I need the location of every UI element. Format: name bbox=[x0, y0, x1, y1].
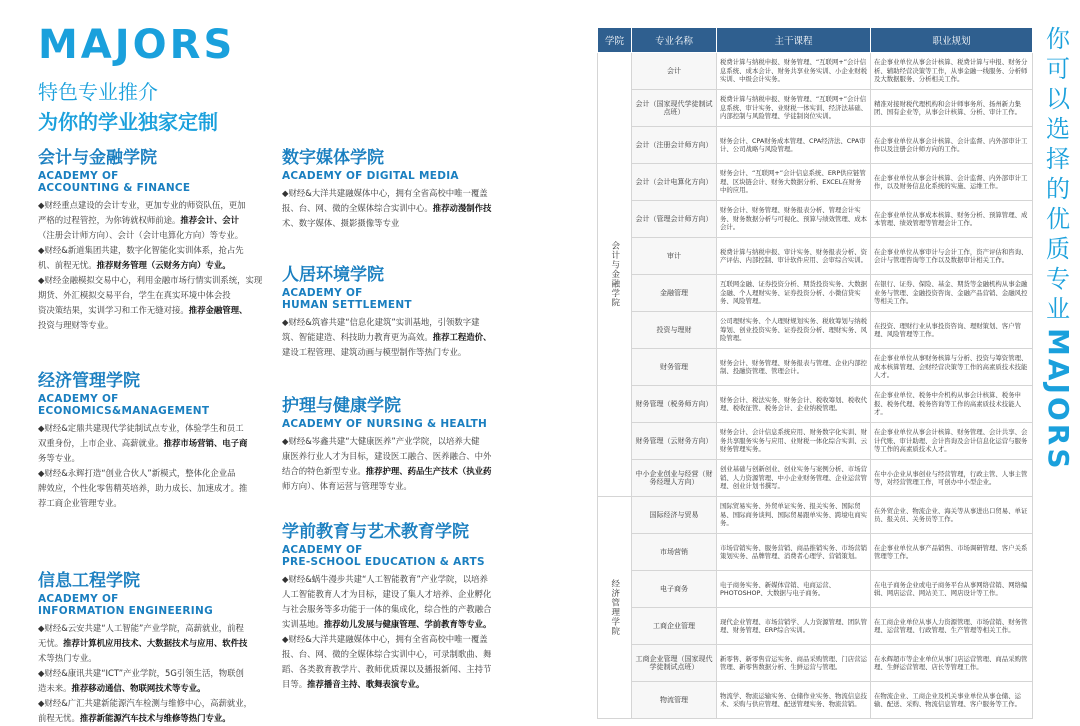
description-line: ◆财经&筑睿共建“信息化建筑”实训基地，引领数字建 bbox=[282, 317, 480, 327]
school-name-en: ACADEMY OF NURSING & HEALTH bbox=[282, 418, 488, 430]
subtitle-featured: 特色专业推介 bbox=[38, 80, 158, 104]
school-name-en: INFORMATION ENGINEERING bbox=[38, 605, 213, 617]
courses-cell: 财务会计、财务管理、财务报表与管理、企业内部控制、投融资管理、管理会计。 bbox=[717, 349, 871, 386]
right-column-schools bbox=[282, 148, 502, 692]
career-cell: 在中小企业从事创业与经营管理，行政主管、人事主管等，对经营管理工作，可创办中小型企业。 bbox=[871, 460, 1033, 497]
major-cell: 金融管理 bbox=[632, 275, 717, 312]
vertical-slogan bbox=[1040, 24, 1076, 471]
recommendation-text: 推荐会计、会计 bbox=[180, 215, 239, 225]
description-line: ◆财经&蜗牛漫步共建“人工智能教育”产业学院，以培养 bbox=[282, 574, 488, 584]
school-name-en: ACADEMY OF bbox=[38, 170, 119, 182]
header-career: 职业规划 bbox=[871, 28, 1033, 53]
school-description bbox=[282, 186, 502, 231]
table-row bbox=[598, 238, 1033, 275]
major-cell: 财务管理（云财务方向） bbox=[632, 423, 717, 460]
table-row bbox=[598, 682, 1033, 719]
description-line: 前程无忧。推荐新能源汽车技术与维修等热门专业。 bbox=[38, 713, 231, 723]
school-name-zh: 人居环境学院 bbox=[282, 265, 384, 285]
recommendation-text: 推荐护理、药品生产技术（执业药 bbox=[365, 466, 492, 476]
career-cell: 在永辉超市等企业单位从事门店运营管理、商品采购管理、生鲜运营管理、店长等管理工作。 bbox=[871, 645, 1033, 682]
description-line: 与社会服务等多功能于一体的集成化，综合性的产教融合 bbox=[282, 604, 492, 614]
description-line: ◆财经重点建设的会计专业，更加专业的师资队伍，更加 bbox=[38, 200, 246, 210]
courses-cell: 税费计算与纳税申报、财务管理、“互联网+”会计信息系统、审计实务、业财税一体实训、经济法基础、内部控制与风险管理、学徒制岗位实训。 bbox=[717, 90, 871, 127]
description-line: 严格的过程管控，为你铸就权师前途。推荐会计、会计 bbox=[38, 215, 239, 225]
major-cell: 会计（会计电算化方向） bbox=[632, 164, 717, 201]
major-cell: 国际经济与贸易 bbox=[632, 497, 717, 534]
career-cell: 在企事业单位从事产品销售、市场调研管理、客户关系管理等工作。 bbox=[871, 534, 1033, 571]
school-block bbox=[282, 522, 502, 692]
courses-cell: 物流学、物流运输实务、仓储作业实务、物流信息技术、采购与供应管理、配送管理实务、物流营销。 bbox=[717, 682, 871, 719]
major-cell: 工商企业管理 bbox=[632, 608, 717, 645]
courses-cell: 市场营销实务、服务营销、商品推销实务、市场营销策划实务、品牌管理、消费者心理学、营销策划。 bbox=[717, 534, 871, 571]
slogan-char: 业 bbox=[1046, 295, 1070, 323]
career-cell: 在企事业单位从事会计核算、税费计算与申报、财务分析、辅助经营决策等工作，从事金融一线服务、分析师及大数据服务、分析相关工作。 bbox=[871, 53, 1033, 90]
description-line: 结合的特色新型专业。推荐护理、药品生产技术（执业药 bbox=[282, 466, 492, 476]
career-cell: 在企事业单位从事会计核算、会计监督、内外部审计工作以及注册会计师方向的工作。 bbox=[871, 127, 1033, 164]
table-row bbox=[598, 497, 1033, 534]
table-row bbox=[598, 275, 1033, 312]
description-line: 实训基地。推荐幼儿发展与健康管理、学前教育等专业。 bbox=[282, 619, 492, 629]
career-cell: 在企事业单位从事财务核算与分析、投资与筹资管理、成本核算管理、会财经营决策等工作的高素质技术技能人才。 bbox=[871, 349, 1033, 386]
school-description bbox=[282, 434, 502, 494]
school-description bbox=[38, 621, 268, 726]
career-cell: 在企事业单位从事会计核算、会计监督、内外部审计工作，以及财务信息化系统的实施、运维工作。 bbox=[871, 164, 1033, 201]
college-cell: 会计与金融学院 bbox=[598, 53, 632, 497]
description-line: 筑、智能建造、科技助力教育更为高效。推荐工程造价、 bbox=[282, 332, 492, 342]
description-line: 务等专业。 bbox=[38, 453, 80, 463]
courses-cell: 互联网金融、证券投资分析、期货投资实务、大数据金融、个人理财实务、证券投资分析、小微信贷实务、风险管理。 bbox=[717, 275, 871, 312]
courses-cell: 财务会计、会计信息系统应用、财务数字化实训、财务共享服务实务与应用、业财税一体化综合实训、云财务管理实务。 bbox=[717, 423, 871, 460]
major-cell: 财务管理（税务师方向） bbox=[632, 386, 717, 423]
courses-cell: 财务会计、财务管理、财务报表分析、管理会计实务、财务数据分析与可视化、预算与绩效管理、成本会计。 bbox=[717, 201, 871, 238]
table-row bbox=[598, 53, 1033, 90]
courses-cell: 新零售、新零售营运实务、商品采购管理、门店营运管理、新零售数据分析、生鲜运营与管理。 bbox=[717, 645, 871, 682]
description-line: ◆财经&云安共建“人工智能”产业学院，高薪就业，前程 bbox=[38, 623, 244, 633]
description-line: 资决策结果，实训学习和工作无缝对接。推荐金融管理、 bbox=[38, 305, 248, 315]
majors-heading: MAJORS bbox=[38, 22, 236, 68]
description-line: ◆财经&康讯共建“ICT”产业学院，5G引领生活，物联创 bbox=[38, 668, 244, 678]
school-name-en: ACADEMY OF DIGITAL MEDIA bbox=[282, 170, 459, 182]
school-name-en: ACADEMY OF bbox=[282, 544, 363, 556]
school-name-en: ACADEMY OF bbox=[282, 287, 363, 299]
school-name-zh: 会计与金融学院 bbox=[38, 148, 157, 168]
school-description bbox=[282, 315, 502, 360]
description-line: 投资与理财等专业。 bbox=[38, 320, 114, 330]
school-block bbox=[282, 148, 502, 231]
courses-cell: 创业基础与创新创业、创业实务与案例分析、市场营销、人力资源管理、中小企业财务管理、企业运营管理、创业计划书撰写。 bbox=[717, 460, 871, 497]
left-column-schools bbox=[38, 148, 268, 726]
courses-cell: 财务会计、税法实务、财务会计、税收筹划、税收代理、税收征管、税务会计、企业纳税管理。 bbox=[717, 386, 871, 423]
table-row bbox=[598, 127, 1033, 164]
school-name-zh: 数字媒体学院 bbox=[282, 148, 384, 168]
college-cell: 经济管理学院 bbox=[598, 497, 632, 719]
school-block bbox=[38, 148, 268, 333]
school-name-en: ACCOUNTING & FINANCE bbox=[38, 182, 191, 194]
career-cell: 精准对接财税代理机构和会计师事务所、扬州新力集团、国有企业等，从事会计核算、分析、审计工作。 bbox=[871, 90, 1033, 127]
recommendation-text: 推荐计算机应用技术、大数据技术与应用、软件技 bbox=[63, 638, 248, 648]
recommendation-text: 推荐金融管理、 bbox=[188, 305, 248, 315]
career-cell: 在电子商务企业或电子商务平台从事网络营销、网络编辑、网店运营、网站美工、网店设计等工作。 bbox=[871, 571, 1033, 608]
description-line: ◆财经&广汇共建新能源汽车检测与维修中心，高薪就业， bbox=[38, 698, 252, 708]
description-line: 双重身份，上市企业、高薪就业。推荐市场营销、电子商 bbox=[38, 438, 248, 448]
description-line: 机、前程无忧。推荐财务管理（云财务方向）专业。 bbox=[38, 260, 231, 270]
major-cell: 物流管理 bbox=[632, 682, 717, 719]
school-name-zh: 信息工程学院 bbox=[38, 571, 140, 591]
subtitle-tailored: 为你的学业独家定制 bbox=[38, 110, 218, 134]
school-description bbox=[282, 572, 502, 692]
description-line: 无忧。推荐计算机应用技术、大数据技术与应用、软件技 bbox=[38, 638, 248, 648]
description-line: 报、台、网、微的全媒体综合实训中心，可录制歌曲、舞 bbox=[282, 649, 492, 659]
recommendation-text: 推荐移动通信、物联网技术等专业。 bbox=[71, 683, 206, 693]
header-college: 学院 bbox=[598, 28, 632, 53]
slogan-char: 以 bbox=[1046, 85, 1070, 113]
table-row bbox=[598, 164, 1033, 201]
major-cell: 会计（管理会计师方向） bbox=[632, 201, 717, 238]
school-name-en: ACADEMY OF bbox=[38, 593, 119, 605]
description-line: 目等。推荐播音主持、歌舞表演专业。 bbox=[282, 679, 425, 689]
table-row bbox=[598, 386, 1033, 423]
recommendation-text: 推荐动漫制作技 bbox=[432, 203, 492, 213]
major-cell: 市场营销 bbox=[632, 534, 717, 571]
description-line: 牌效应，个性化零售精英培养，助力成长、加速成才。推 bbox=[38, 483, 248, 493]
vertical-slogan-zh bbox=[1040, 24, 1076, 324]
career-cell: 在企事业单位从事成本核算、财务分析、预算管理、成本管理、绩效管理等管理会计工作。 bbox=[871, 201, 1033, 238]
slogan-char: 选 bbox=[1046, 115, 1070, 143]
career-cell: 在银行、证券、保险、基金、期货等金融机构从事金融业务与管理、金融投资咨询、金融产品营销、金融风控等相关工作。 bbox=[871, 275, 1033, 312]
table-row bbox=[598, 645, 1033, 682]
major-cell: 投资与理财 bbox=[632, 312, 717, 349]
school-block bbox=[38, 371, 268, 511]
recommendation-text: 推荐幼儿发展与健康管理、学前教育等专业。 bbox=[323, 619, 492, 629]
career-cell: 在投资、理财行业从事投资咨询、理财策划、客户管理、风险管理等工作。 bbox=[871, 312, 1033, 349]
vertical-slogan-en: MAJORS bbox=[1042, 328, 1075, 472]
slogan-char: 专 bbox=[1046, 265, 1070, 293]
slogan-char: 的 bbox=[1046, 175, 1070, 203]
majors-table bbox=[597, 27, 1033, 719]
recommendation-text: 推荐市场营销、电子商 bbox=[163, 438, 248, 448]
courses-cell: 电子商务实务、新媒体营销、电商运营、PHOTOSHOP、大数据与电子商务。 bbox=[717, 571, 871, 608]
description-line: ◆财经&大洋共建融媒体中心，拥有全省高校中唯一覆盖 bbox=[282, 634, 488, 644]
school-name-zh: 学前教育与艺术教育学院 bbox=[282, 522, 469, 542]
table-row bbox=[598, 571, 1033, 608]
table-row bbox=[598, 460, 1033, 497]
description-line: 康医养行业人才为目标，建设医工融合、医养融合、中外 bbox=[282, 451, 492, 461]
major-cell: 中小企业创业与经营（财务经理人方向） bbox=[632, 460, 717, 497]
description-line: ◆财经&定鼎共建现代学徒制试点专业，体验学生和员工 bbox=[38, 423, 244, 433]
career-cell: 在工商企业单位从事人力资源管理、市场营销、财务管理、运营管理、行政管理、生产管理等相关工作。 bbox=[871, 608, 1033, 645]
slogan-char: 可 bbox=[1046, 55, 1070, 83]
header-major: 专业名称 bbox=[632, 28, 717, 53]
major-cell: 会计（注册会计师方向） bbox=[632, 127, 717, 164]
description-line: 建设工程管理、建筑动画与模型制作等热门专业。 bbox=[282, 347, 467, 357]
school-description bbox=[38, 421, 268, 511]
description-line: 术等热门专业。 bbox=[38, 653, 97, 663]
major-cell: 电子商务 bbox=[632, 571, 717, 608]
recommendation-text: 推荐播音主持、歌舞表演专业。 bbox=[307, 679, 425, 689]
career-cell: 在企事业单位、税务中介机构从事会计核算、税务申报、税务代理、税务咨询等工作的高素质技术技能人才。 bbox=[871, 386, 1033, 423]
description-line: ◆财经金融模拟交易中心，利用金融市场行情实训系统，实现 bbox=[38, 275, 263, 285]
description-line: 造未来。推荐移动通信、物联网技术等专业。 bbox=[38, 683, 206, 693]
major-cell: 会计（国家现代学徒制试点班） bbox=[632, 90, 717, 127]
description-line: （注册会计师方向）、会计（会计电算化方向）等专业。 bbox=[38, 230, 244, 240]
courses-cell: 财务会计、“互联网+”会计信息系统、ERP供应链管理、区块链会计、财务大数据分析、EXCEL在财务中的应用。 bbox=[717, 164, 871, 201]
description-line: 期货、外汇模拟交易平台，学生在真实环境中体会投 bbox=[38, 290, 231, 300]
school-name-en: ECONOMICS&MANAGEMENT bbox=[38, 405, 210, 417]
major-cell: 审计 bbox=[632, 238, 717, 275]
table-row bbox=[598, 312, 1033, 349]
description-line: ◆财经&岑鑫共建“大健康医养”产业学院，以培养大健 bbox=[282, 436, 480, 446]
school-name-zh: 护理与健康学院 bbox=[282, 396, 401, 416]
table-row bbox=[598, 90, 1033, 127]
recommendation-text: 推荐工程造价、 bbox=[432, 332, 492, 342]
table-body bbox=[598, 53, 1033, 719]
major-cell: 会计 bbox=[632, 53, 717, 90]
courses-cell: 税费计算与纳税申报、审计实务、财务报表分析、资产评估、内部控制、审计软件应用、会审综合实训。 bbox=[717, 238, 871, 275]
slogan-char: 优 bbox=[1046, 205, 1070, 233]
slogan-char: 质 bbox=[1046, 235, 1070, 263]
table-header-row bbox=[598, 28, 1033, 53]
slogan-char: 择 bbox=[1046, 145, 1070, 173]
description-line: 人工智能教育人才为目标，建设了集人才培养、企业孵化 bbox=[282, 589, 492, 599]
table-row bbox=[598, 349, 1033, 386]
description-line: 报、台、网、微的全媒体综合实训中心。推荐动漫制作技 bbox=[282, 203, 492, 213]
table-row bbox=[598, 423, 1033, 460]
description-line: ◆财经&大洋共建融媒体中心，拥有全省高校中唯一覆盖 bbox=[282, 188, 488, 198]
major-cell: 财务管理 bbox=[632, 349, 717, 386]
school-name-zh: 经济管理学院 bbox=[38, 371, 140, 391]
school-block bbox=[282, 396, 502, 494]
courses-cell: 公司理财实务、个人理财规划实务、税收筹划与纳税筹划、创业投资实务、证券投资分析、理财实务、风险管理。 bbox=[717, 312, 871, 349]
school-name-en: PRE-SCHOOL EDUCATION & ARTS bbox=[282, 556, 485, 568]
school-name-en: ACADEMY OF bbox=[38, 393, 119, 405]
table-row bbox=[598, 201, 1033, 238]
career-cell: 在外贸企业、物流企业、海关等从事进出口贸易、单证员、报关员、关务员等工作。 bbox=[871, 497, 1033, 534]
school-block bbox=[38, 571, 268, 726]
career-cell: 在物流企业、工商企业及机关事业单位从事仓储、运输、配送、采购、物流信息管理、客户服务等工作。 bbox=[871, 682, 1033, 719]
slogan-char: 你 bbox=[1046, 25, 1070, 53]
description-line: ◆财经&新道集团共建，数字化智能化实训体系，抢占先 bbox=[38, 245, 244, 255]
description-line: 师方向）、体育运营与管理等专业。 bbox=[282, 481, 412, 491]
table-row bbox=[598, 534, 1033, 571]
courses-cell: 财务会计、CPA财务成本管理、CPA经济法、CPA审计、公司战略与风险管理。 bbox=[717, 127, 871, 164]
courses-cell: 税费计算与纳税申报、财务管理、“互联网+”会计信息系统、成本会计、财务共享业务实训、小企业财税实训、中级会计实务。 bbox=[717, 53, 871, 90]
school-block bbox=[282, 265, 502, 360]
header-courses: 主干课程 bbox=[717, 28, 871, 53]
description-line: 荐工商企业管理专业。 bbox=[38, 498, 122, 508]
table-row bbox=[598, 608, 1033, 645]
description-line: ◆财经&永辉打造“创业合伙人”新模式，整体化企业品 bbox=[38, 468, 236, 478]
school-description bbox=[38, 198, 268, 333]
career-cell: 在企事业单位从事会计核算、财务管理、会计共享、会计代账、审计助理、会计咨询及会计信息化运营与服务等工作的高素质技术人才。 bbox=[871, 423, 1033, 460]
major-cell: 工商企业管理（国家现代学徒制试点班） bbox=[632, 645, 717, 682]
recommendation-text: 推荐新能源汽车技术与维修等热门专业。 bbox=[79, 713, 231, 723]
career-cell: 在企事业单位从事审计与会计工作，资产评估和咨询、会计与管理咨询等工作以及数据审计相关工作。 bbox=[871, 238, 1033, 275]
school-name-en: HUMAN SETTLEMENT bbox=[282, 299, 412, 311]
courses-cell: 现代企业管理、市场营销学、人力资源管理、团队管理、财务管理、ERP综合实训。 bbox=[717, 608, 871, 645]
majors-table-panel bbox=[597, 27, 1032, 719]
description-line: 蹈、各类教育教学片、教师优质课以及播报新闻、主持节 bbox=[282, 664, 492, 674]
description-line: 术、数字媒体、摄影摄像等专业 bbox=[282, 218, 400, 228]
courses-cell: 国际贸易实务、外贸单证实务、报关实务、国际贸易、国际商务谈判、国际贸易跟单实务、跨境电商实务。 bbox=[717, 497, 871, 534]
recommendation-text: 推荐财务管理（云财务方向）专业。 bbox=[96, 260, 231, 270]
